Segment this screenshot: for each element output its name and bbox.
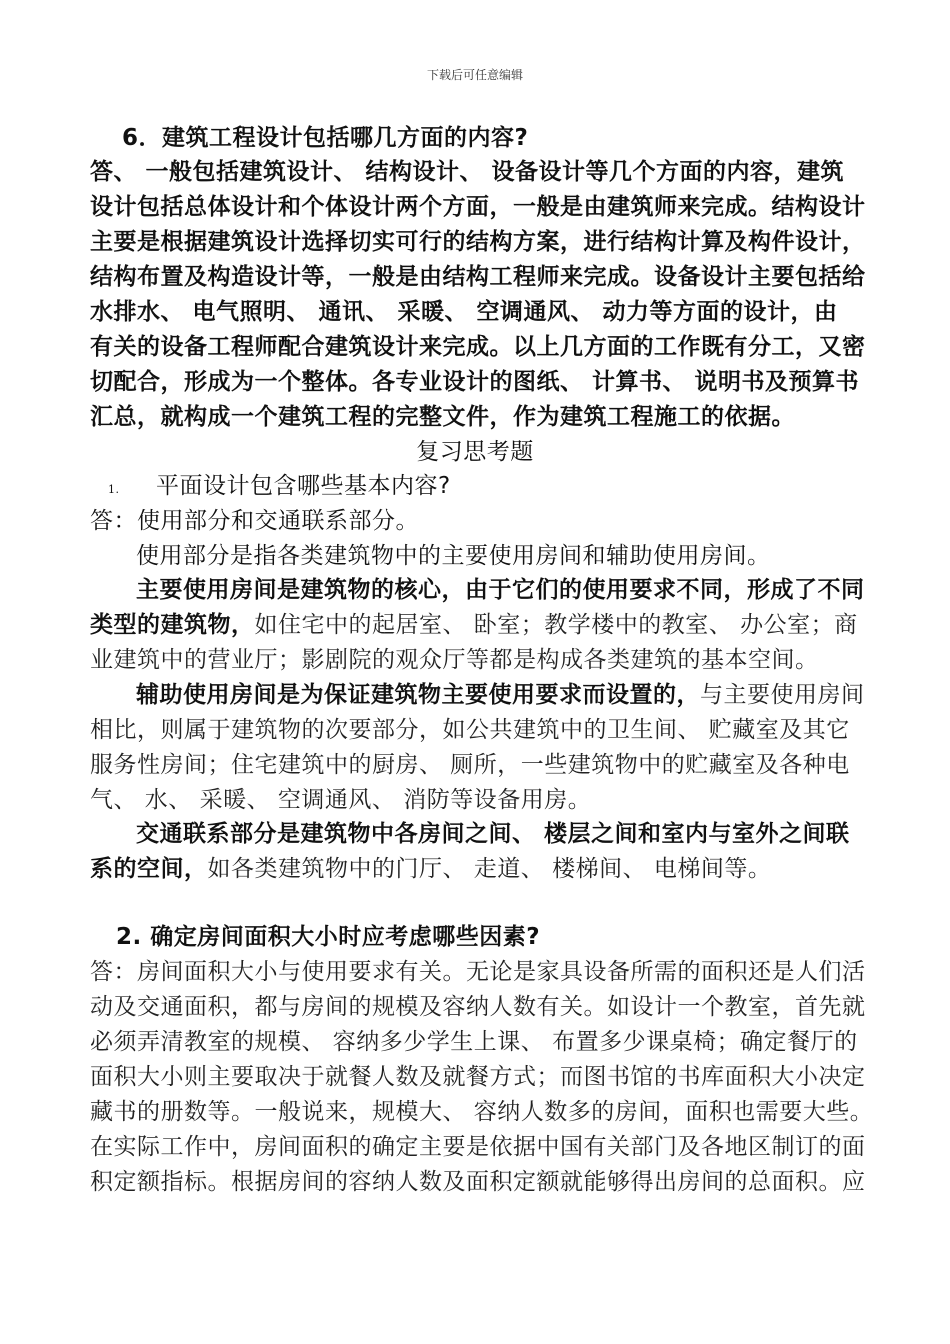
answer-2-line: 动及交通面积，都与房间的规模及容纳人数有关。如设计一个教室，首先就 (90, 994, 866, 1020)
bold-phrase: 类型的建筑物， (90, 612, 255, 638)
answer-1-paragraph (136, 681, 916, 709)
answer-1-paragraph: 使用部分是指各类建筑物中的主要使用房间和辅助使用房间。 (136, 543, 771, 569)
question-1-number: 1. (108, 483, 120, 496)
question-1-heading (108, 472, 888, 504)
bold-phrase: 辅助使用房间是为保证建筑物主要使用要求而设置的， (136, 682, 700, 708)
answer-6-line: 有关的设备工程师配合建筑设计来完成。以上几方面的工作既有分工，又密 (90, 334, 866, 360)
answer-1-paragraph: 相比，则属于建筑物的次要部分，如公共建筑中的卫生间、 贮藏室及其它 (90, 717, 850, 743)
plain-text: 如各类建筑物中的门厅、 走道、 楼梯间、 电梯间等。 (207, 856, 772, 882)
answer-1-paragraph: 交通联系部分是建筑物中各房间之间、 楼层之间和室内与室外之间联 (136, 821, 850, 847)
review-title: 复习思考题 (416, 439, 534, 465)
answer-1-paragraph: 主要使用房间是建筑物的核心，由于它们的使用要求不同，形成了不同 (136, 577, 865, 603)
answer-1-paragraph (90, 855, 870, 883)
answer-1-paragraph: 业建筑中的营业厅；影剧院的观众厅等都是构成各类建筑的基本空间。 (90, 647, 819, 673)
answer-2-line: 积定额指标。根据房间的容纳人数及面积定额就能够得出房间的总面积。应 (90, 1169, 866, 1195)
answer-6-line: 汇总，就构成一个建筑工程的完整文件，作为建筑工程施工的依据。 (90, 404, 795, 430)
question-6-heading: 6．建筑工程设计包括哪几方面的内容? (122, 125, 529, 151)
answer-1-paragraph (90, 611, 870, 639)
answer-6-line: 水排水、 电气照明、 通讯、 采暖、 空调通风、 动力等方面的设计，由 (90, 299, 838, 325)
page-header: 下载后可任意编辑 (426, 68, 523, 82)
answer-6-line: 设计包括总体设计和个体设计两个方面，一般是由建筑师来完成。结构设计 (90, 194, 866, 220)
answer-6-line: 主要是根据建筑设计选择切实可行的结构方案，进行结构计算及构件设计， (90, 229, 866, 255)
answer-2-line: 藏书的册数等。一般说来，规模大、 容纳人数多的房间，面积也需要大些。 (90, 1099, 874, 1125)
answer-2-line: 必须弄清教室的规模、 容纳多少学生上课、 布置多少课桌椅；确定餐厅的 (90, 1029, 858, 1055)
answer-6-line: 切配合，形成为一个整体。各专业设计的图纸、 计算书、 说明书及预算书 (90, 369, 860, 395)
question-1-text: 平面设计包含哪些基本内容? (156, 473, 451, 499)
answer-2-line: 答：房间面积大小与使用要求有关。无论是家具设备所需的面积还是人们活 (90, 959, 866, 985)
answer-6-line: 结构布置及构造设计等，一般是由结构工程师来完成。设备设计主要包括给 (90, 264, 866, 290)
answer-2-line: 在实际工作中，房间面积的确定主要是依据中国有关部门及各地区制订的面 (90, 1134, 866, 1160)
answer-6-line: 答、 一般包括建筑设计、 结构设计、 设备设计等几个方面的内容，建筑 (90, 159, 845, 185)
question-2-heading: 2. 确定房间面积大小时应考虑哪些因素? (116, 924, 541, 950)
plain-text: 与主要使用房间 (700, 682, 865, 708)
answer-1-paragraph: 气、 水、 采暖、 空调通风、 消防等设备用房。 (90, 787, 592, 813)
answer-1-intro: 答：使用部分和交通联系部分。 (90, 508, 419, 534)
bold-phrase: 系的空间， (90, 856, 208, 882)
plain-text: 如住宅中的起居室、 卧室；教学楼中的教室、 办公室；商 (254, 612, 858, 638)
answer-2-line: 面积大小则主要取决于就餐人数及就餐方式；而图书馆的书库面积大小决定 (90, 1064, 866, 1090)
answer-1-paragraph: 服务性房间；住宅建筑中的厨房、 厕所，一些建筑物中的贮藏室及各种电 (90, 752, 850, 778)
